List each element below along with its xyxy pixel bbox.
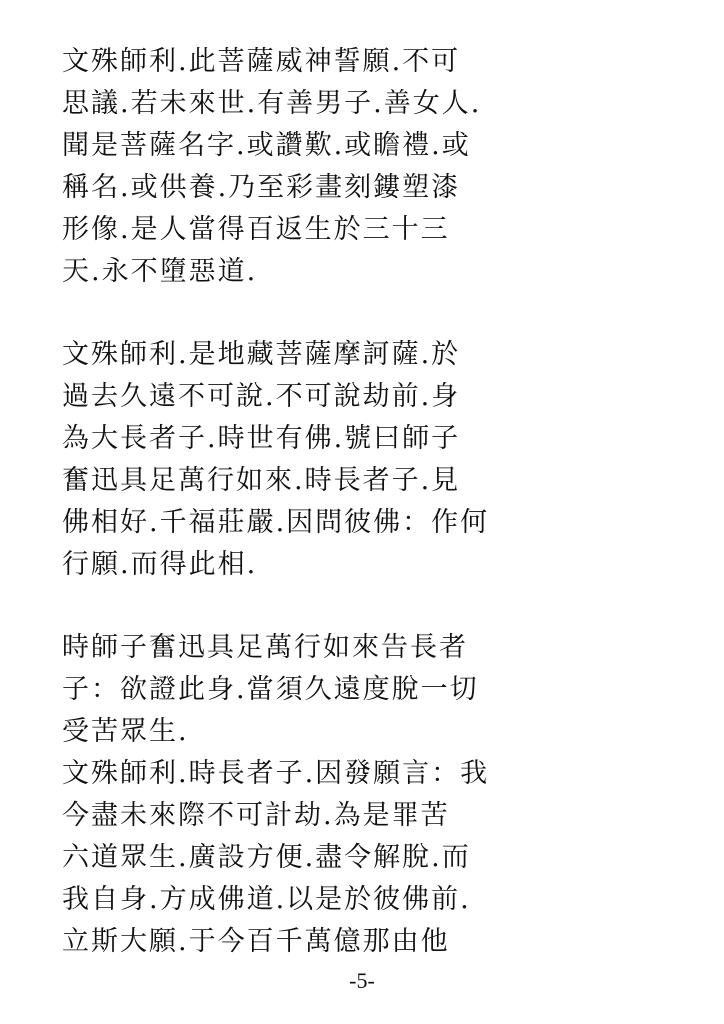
page-number: -5- (349, 968, 375, 993)
text-line: 文殊師利.此菩薩威神誓願.不可 (62, 46, 461, 77)
text-line: 文殊師利.是地藏菩薩摩訶薩.於 (62, 339, 461, 370)
text-line: 文殊師利.時長者子.因發願言：我 (62, 758, 490, 789)
text-line: 我自身.方成佛道.以是於彼佛前. (62, 884, 471, 915)
text-line: 時師子奮迅具足萬行如來告長者 (62, 632, 468, 663)
text-line: 奮迅具足萬行如來.時長者子.見 (62, 465, 461, 496)
text-line: 佛相好.千福莊嚴.因問彼佛：作何 (62, 507, 490, 538)
text-line: 思議.若未來世.有善男子.善女人. (62, 88, 482, 119)
text-line: 行願.而得此相. (62, 549, 258, 580)
text-line: 形像.是人當得百返生於三十三 (62, 214, 450, 245)
text-line: 聞是菩薩名字.或讚歎.或瞻禮.或 (62, 130, 471, 161)
text-line: 六道眾生.廣設方便.盡令解脫.而 (62, 842, 471, 873)
text-line: 天.永不墮惡道. (62, 256, 258, 287)
text-line: 受苦眾生. (62, 716, 189, 747)
text-line: 為大長者子.時世有佛.號曰師子 (62, 423, 461, 454)
text-line: 今盡未來際不可計劫.為是罪苦 (62, 800, 450, 831)
text-line: 稱名.或供養.乃至彩畫刻鏤塑漆 (62, 172, 461, 203)
text-line: 過去久遠不可說.不可說劫前.身 (62, 381, 461, 412)
text-line: 子：欲證此身.當須久遠度脫一切 (62, 674, 479, 705)
text-line: 立斯大願.于今百千萬億那由他 (62, 926, 450, 957)
